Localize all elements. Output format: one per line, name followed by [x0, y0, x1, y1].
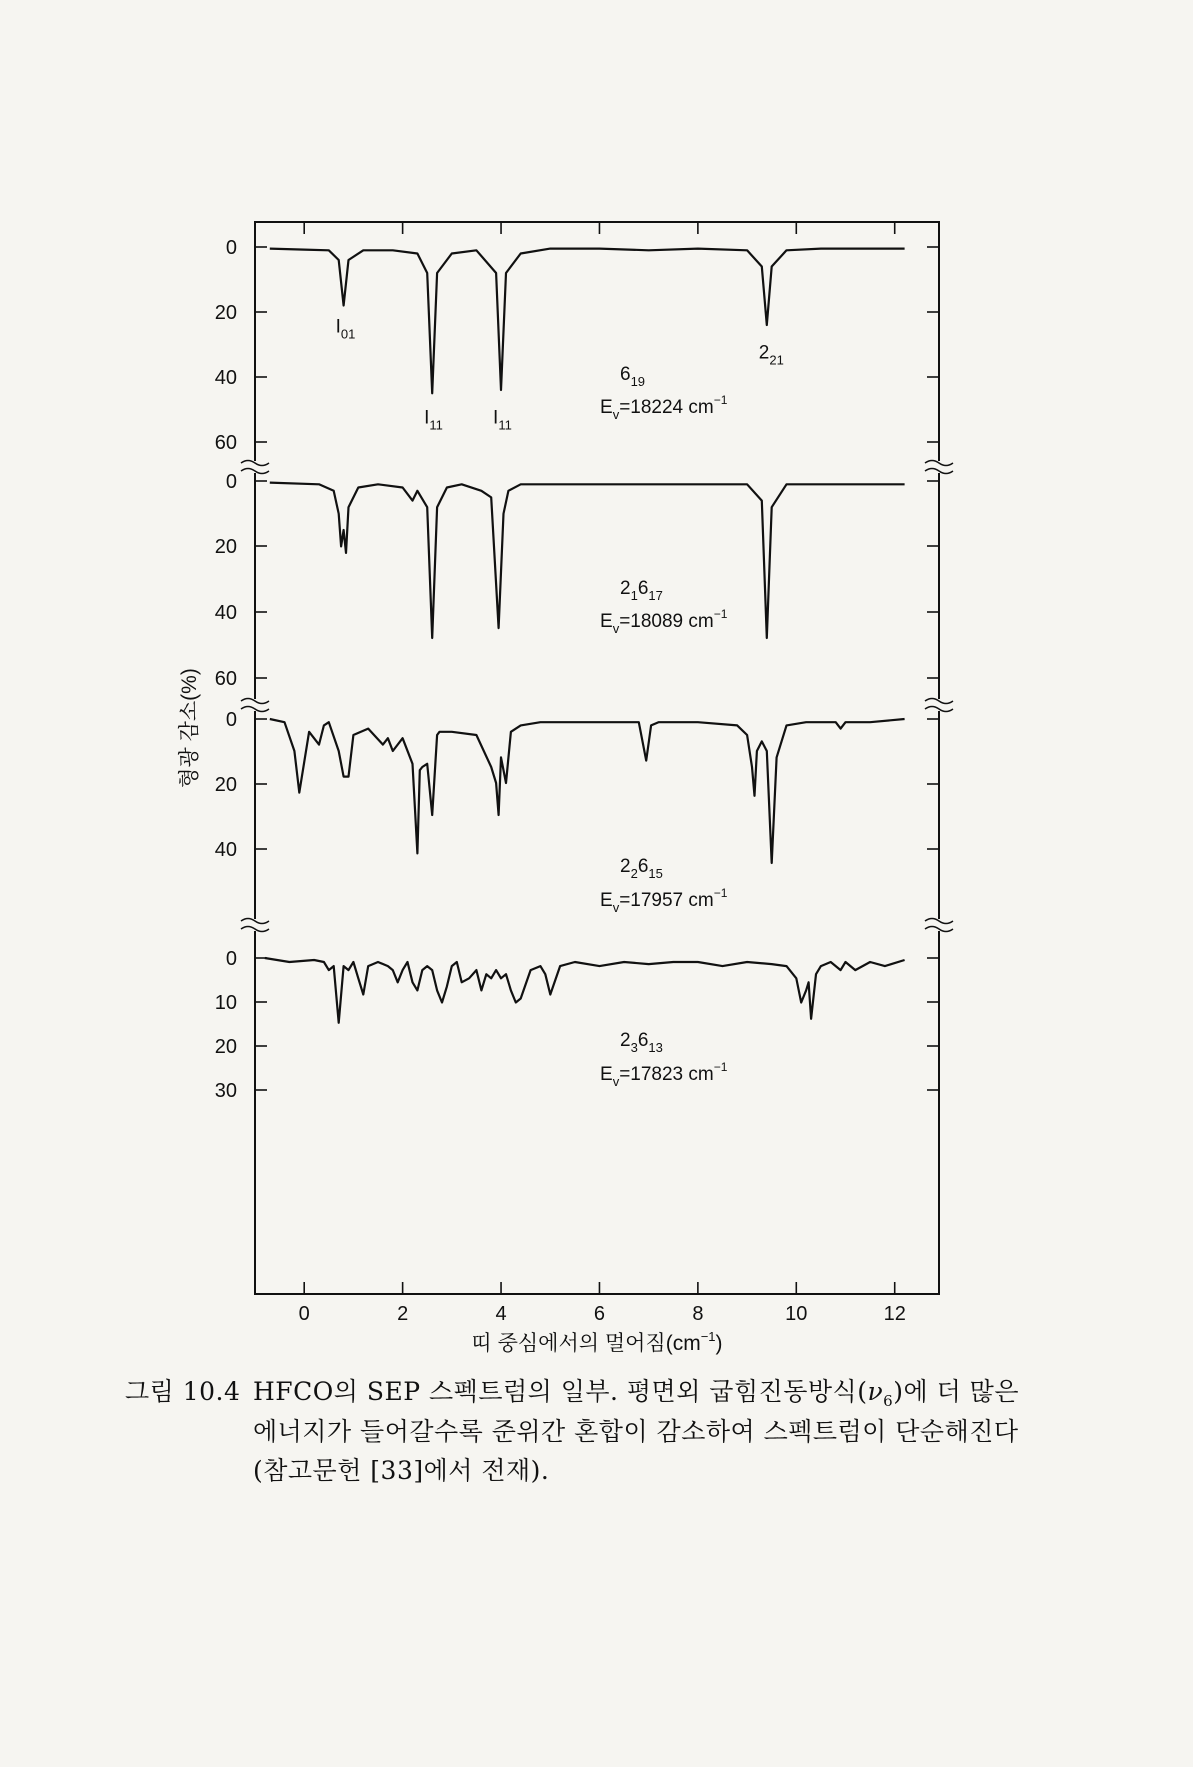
energy-label: $E_v=17823$ $cm^{-1}$ — [600, 1060, 728, 1089]
y-tick-label: 40 — [214, 839, 237, 861]
caption-line-2: 에너지가 들어갈수록 준위간 혼합이 감소하여 스펙트럼이 단순해진다 — [253, 1417, 1019, 1447]
panel-2-1-6-17 — [215, 471, 939, 690]
y-tick-label: 20 — [214, 774, 237, 796]
y-tick-label: 20 — [214, 302, 237, 324]
y-tick-label: 60 — [214, 668, 237, 690]
y-tick-label: 10 — [214, 992, 237, 1014]
energy-label: $E_v=18224$ $cm^{-1}$ — [600, 393, 728, 422]
y-axis-label: 형광 감소(%) — [178, 668, 201, 788]
energy-label: $E_v=18089$ $cm^{-1}$ — [600, 607, 728, 636]
panel-label: $2_16_{17}$ — [620, 578, 663, 603]
spectrum-trace — [270, 483, 905, 638]
y-tick-label: 40 — [214, 367, 237, 389]
y-tick-label: 0 — [225, 948, 237, 970]
spectrum-trace — [270, 719, 905, 863]
y-tick-label: 0 — [225, 471, 237, 493]
spectrum-trace — [270, 249, 905, 394]
x-axis-label: 띠 중심에서의 멀어짐$(cm^{-1})$ — [471, 1329, 723, 1355]
y-tick-label: 20 — [214, 536, 237, 558]
x-tick-label: 8 — [692, 1303, 704, 1325]
plot-frame — [255, 222, 939, 1294]
x-axis — [299, 222, 906, 1325]
peak-label: $I_{11}$ — [424, 407, 443, 433]
y-tick-label: 20 — [214, 1036, 237, 1058]
x-tick-label: 2 — [397, 1303, 409, 1325]
x-tick-label: 10 — [785, 1303, 808, 1325]
spectrum-trace — [265, 958, 905, 1023]
x-tick-label: 0 — [298, 1303, 310, 1325]
peak-label: $2_{21}$ — [758, 342, 784, 368]
x-tick-label: 6 — [593, 1303, 606, 1325]
y-tick-label: 0 — [225, 709, 237, 731]
y-tick-label: 40 — [214, 602, 237, 624]
x-tick-label: 4 — [495, 1303, 507, 1325]
x-tick-label: 12 — [883, 1303, 906, 1325]
y-tick-label: 30 — [214, 1080, 237, 1102]
y-tick-label: 0 — [225, 237, 237, 259]
peak-label: $I_{01}$ — [335, 316, 356, 342]
energy-label: $E_v=17957$ $cm^{-1}$ — [600, 886, 728, 915]
panel-2-2-6-15 — [215, 709, 939, 915]
peak-label: $I_{11}$ — [493, 407, 512, 433]
panel-2-3-6-13 — [215, 948, 939, 1102]
panel-label: $2_26_{15}$ — [620, 856, 663, 881]
caption-line-3: (참고문헌 [33]에서 전재). — [253, 1456, 550, 1485]
panel-label: $2_36_{13}$ — [620, 1030, 663, 1055]
y-tick-label: 60 — [214, 432, 237, 454]
panel-6-19 — [215, 237, 939, 454]
panel-label: $6_{19}$ — [620, 364, 646, 389]
caption-line-1: 그림 10.4 HFCO의 SEP 스펙트럼의 일부. 평면외 굽힘진동방식$(\nu_6)$에 더 많은 — [125, 1373, 1025, 1413]
figure-number: 그림 10.4 — [125, 1377, 241, 1406]
figure-caption — [125, 1373, 1025, 1491]
